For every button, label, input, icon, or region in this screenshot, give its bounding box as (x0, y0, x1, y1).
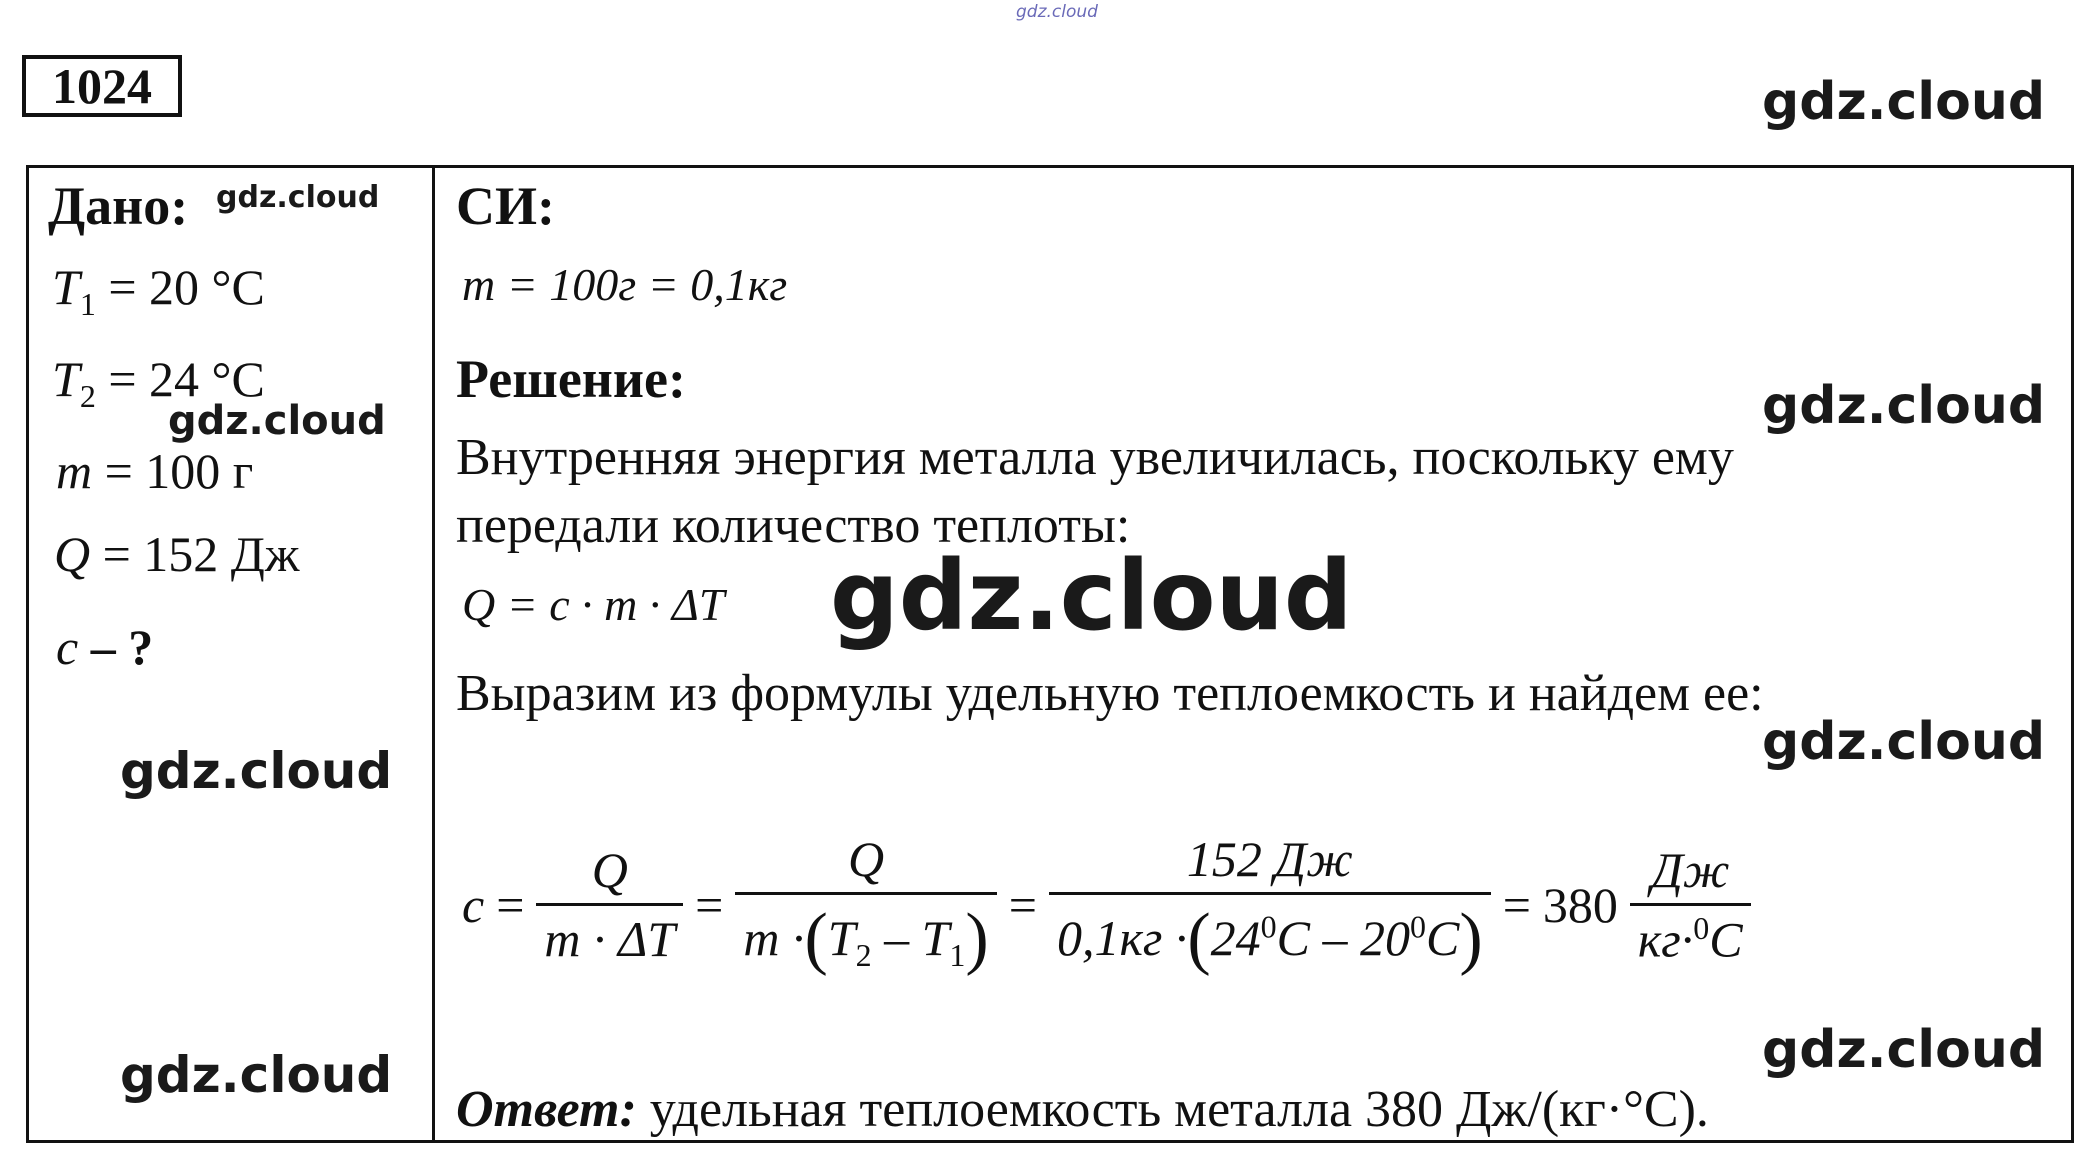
q-symbol: Q (54, 526, 91, 582)
watermark: gdz.cloud (120, 1046, 393, 1104)
formula-equals: = (1008, 876, 1037, 933)
fraction-2-numerator: Q (848, 831, 885, 887)
formula-heat: Q = c · m · ΔT (462, 579, 725, 630)
t1-symbol: T (52, 259, 80, 315)
watermark: gdz.cloud (1762, 376, 2046, 436)
t1-value: = 20 °C (108, 259, 265, 315)
fraction-3-denominator: $0,1кг \cdot(24^0C - 20^0C)$ (1049, 892, 1491, 979)
m-symbol: m (56, 443, 93, 499)
si-title: СИ: (456, 176, 555, 236)
t2-symbol: T (52, 351, 80, 407)
m-value: = 100 г (104, 443, 254, 499)
answer-label: Ответ: (456, 1081, 637, 1138)
fraction-1 (536, 841, 683, 968)
fraction-1-numerator: Q (591, 842, 628, 898)
answer-text: удельная теплоемкость металла 380 Дж/(кг·°С). (649, 1081, 1709, 1138)
fraction-2 (735, 830, 996, 979)
solution-paragraph-1-line-2: передали количество теплоты: (456, 497, 1131, 554)
column-divider (432, 165, 435, 1143)
formula-equals: = (1502, 876, 1531, 933)
watermark: gdz.cloud (1762, 72, 2046, 132)
given-title: Дано: (48, 176, 189, 236)
c-value: – ? (90, 619, 154, 675)
watermark: gdz.cloud (120, 742, 393, 800)
watermark: gdz.cloud (168, 398, 386, 444)
solution-title: Решение: (456, 349, 686, 409)
fraction-1-denominator: m · ΔT (536, 903, 683, 968)
fraction-3 (1049, 830, 1491, 979)
problem-number: 1024 (22, 55, 182, 117)
si-conversion: m = 100г = 0,1кг (462, 259, 788, 310)
formula-equals: = (496, 876, 525, 933)
formula-equals: = (695, 876, 724, 933)
q-value: = 152 Дж (102, 526, 300, 582)
top-watermark: gdz.cloud (1016, 2, 1098, 22)
watermark: gdz.cloud (1762, 712, 2046, 772)
t2-value: = 24 °C (108, 351, 265, 407)
result-unit-numerator: Дж (1651, 841, 1730, 898)
t1-subscript: 1 (79, 286, 96, 322)
given-m (56, 442, 253, 500)
solution-paragraph-1-line-1: Внутренняя энергия металла увеличилась, поскольку ему (456, 429, 1734, 486)
given-t1 (52, 258, 265, 323)
solution-frame (26, 165, 2074, 1143)
watermark-large: gdz.cloud (830, 540, 1353, 652)
formula-c: c (462, 876, 485, 933)
solution-paragraph-2: Выразим из формулы удельную теплоемкость и найдем ее: (456, 665, 1764, 722)
given-q (54, 525, 299, 583)
c-symbol: c (56, 619, 79, 675)
given-c (56, 618, 153, 676)
formula-specific-heat (462, 830, 1751, 979)
watermark: gdz.cloud (1762, 1020, 2046, 1080)
fraction-2-denominator: $m \cdot(T_2 - T_1)$ (735, 892, 996, 979)
fraction-3-numerator: 152 Дж (1186, 831, 1353, 887)
result-unit (1630, 841, 1751, 969)
answer (456, 1080, 1709, 1139)
watermark: gdz.cloud (216, 180, 380, 215)
t2-subscript: 2 (79, 378, 96, 414)
result-unit-denominator: кг·$^0$C (1630, 903, 1751, 969)
result-value: 380 (1542, 876, 1618, 933)
